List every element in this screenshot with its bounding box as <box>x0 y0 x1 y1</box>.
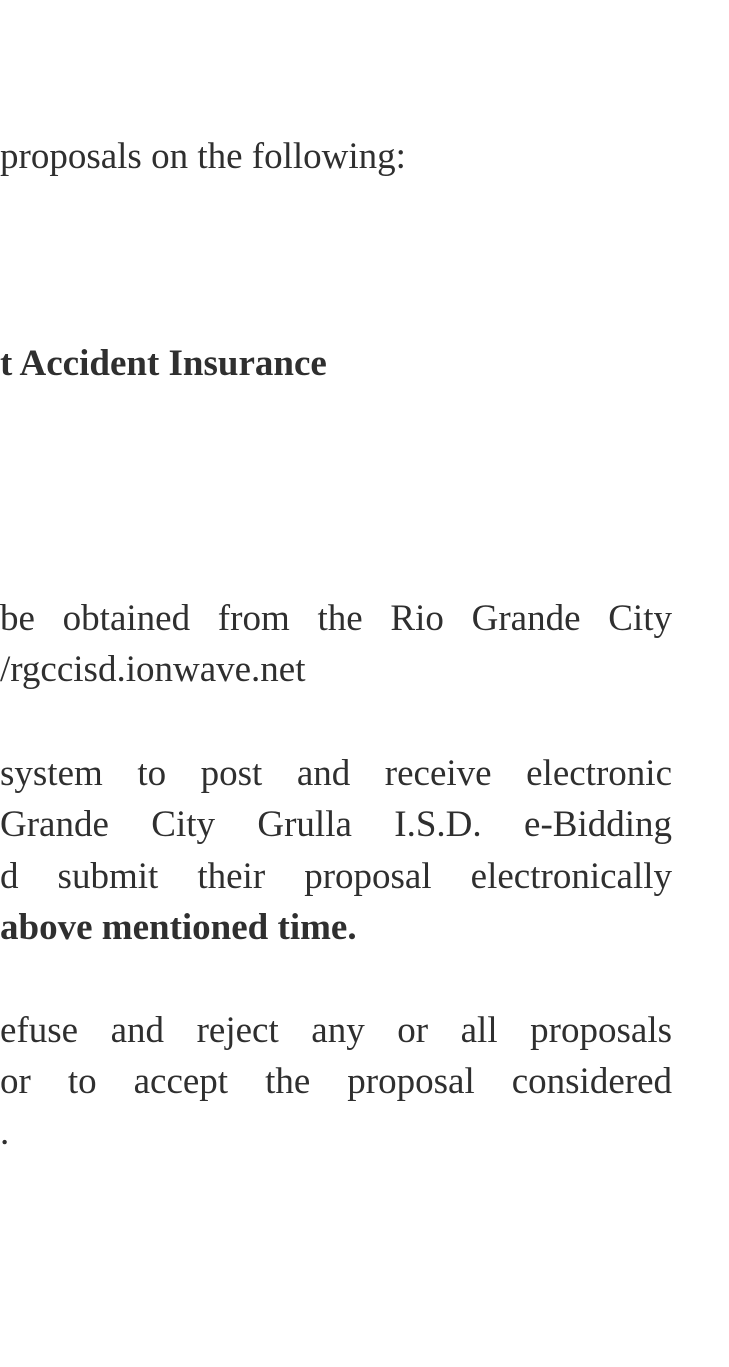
paragraph-1-line-1: be obtained from the Rio Grande City <box>0 598 672 639</box>
paragraph-2-line-4 <box>0 909 357 946</box>
paragraph-2-line-3: d submit their proposal electronically <box>0 856 672 897</box>
title-line: t Accident Insurance <box>0 343 327 384</box>
paragraph-2-line-1: system to post and receive electronic <box>0 753 672 794</box>
paragraph-2-line-4-bold: above mentioned time. <box>0 907 357 948</box>
paragraph-3-line-1: efuse and reject any or all proposals <box>0 1010 672 1051</box>
paragraph-1-line-2: /rgccisd.ionwave.net <box>0 649 306 690</box>
intro-line: proposals on the following: <box>0 136 406 177</box>
paragraph-2-line-2: Grande City Grulla I.S.D. e-Bidding <box>0 804 672 845</box>
paragraph-3-line-3: . <box>0 1112 10 1153</box>
paragraph-3-line-2: or to accept the proposal considered <box>0 1061 672 1102</box>
